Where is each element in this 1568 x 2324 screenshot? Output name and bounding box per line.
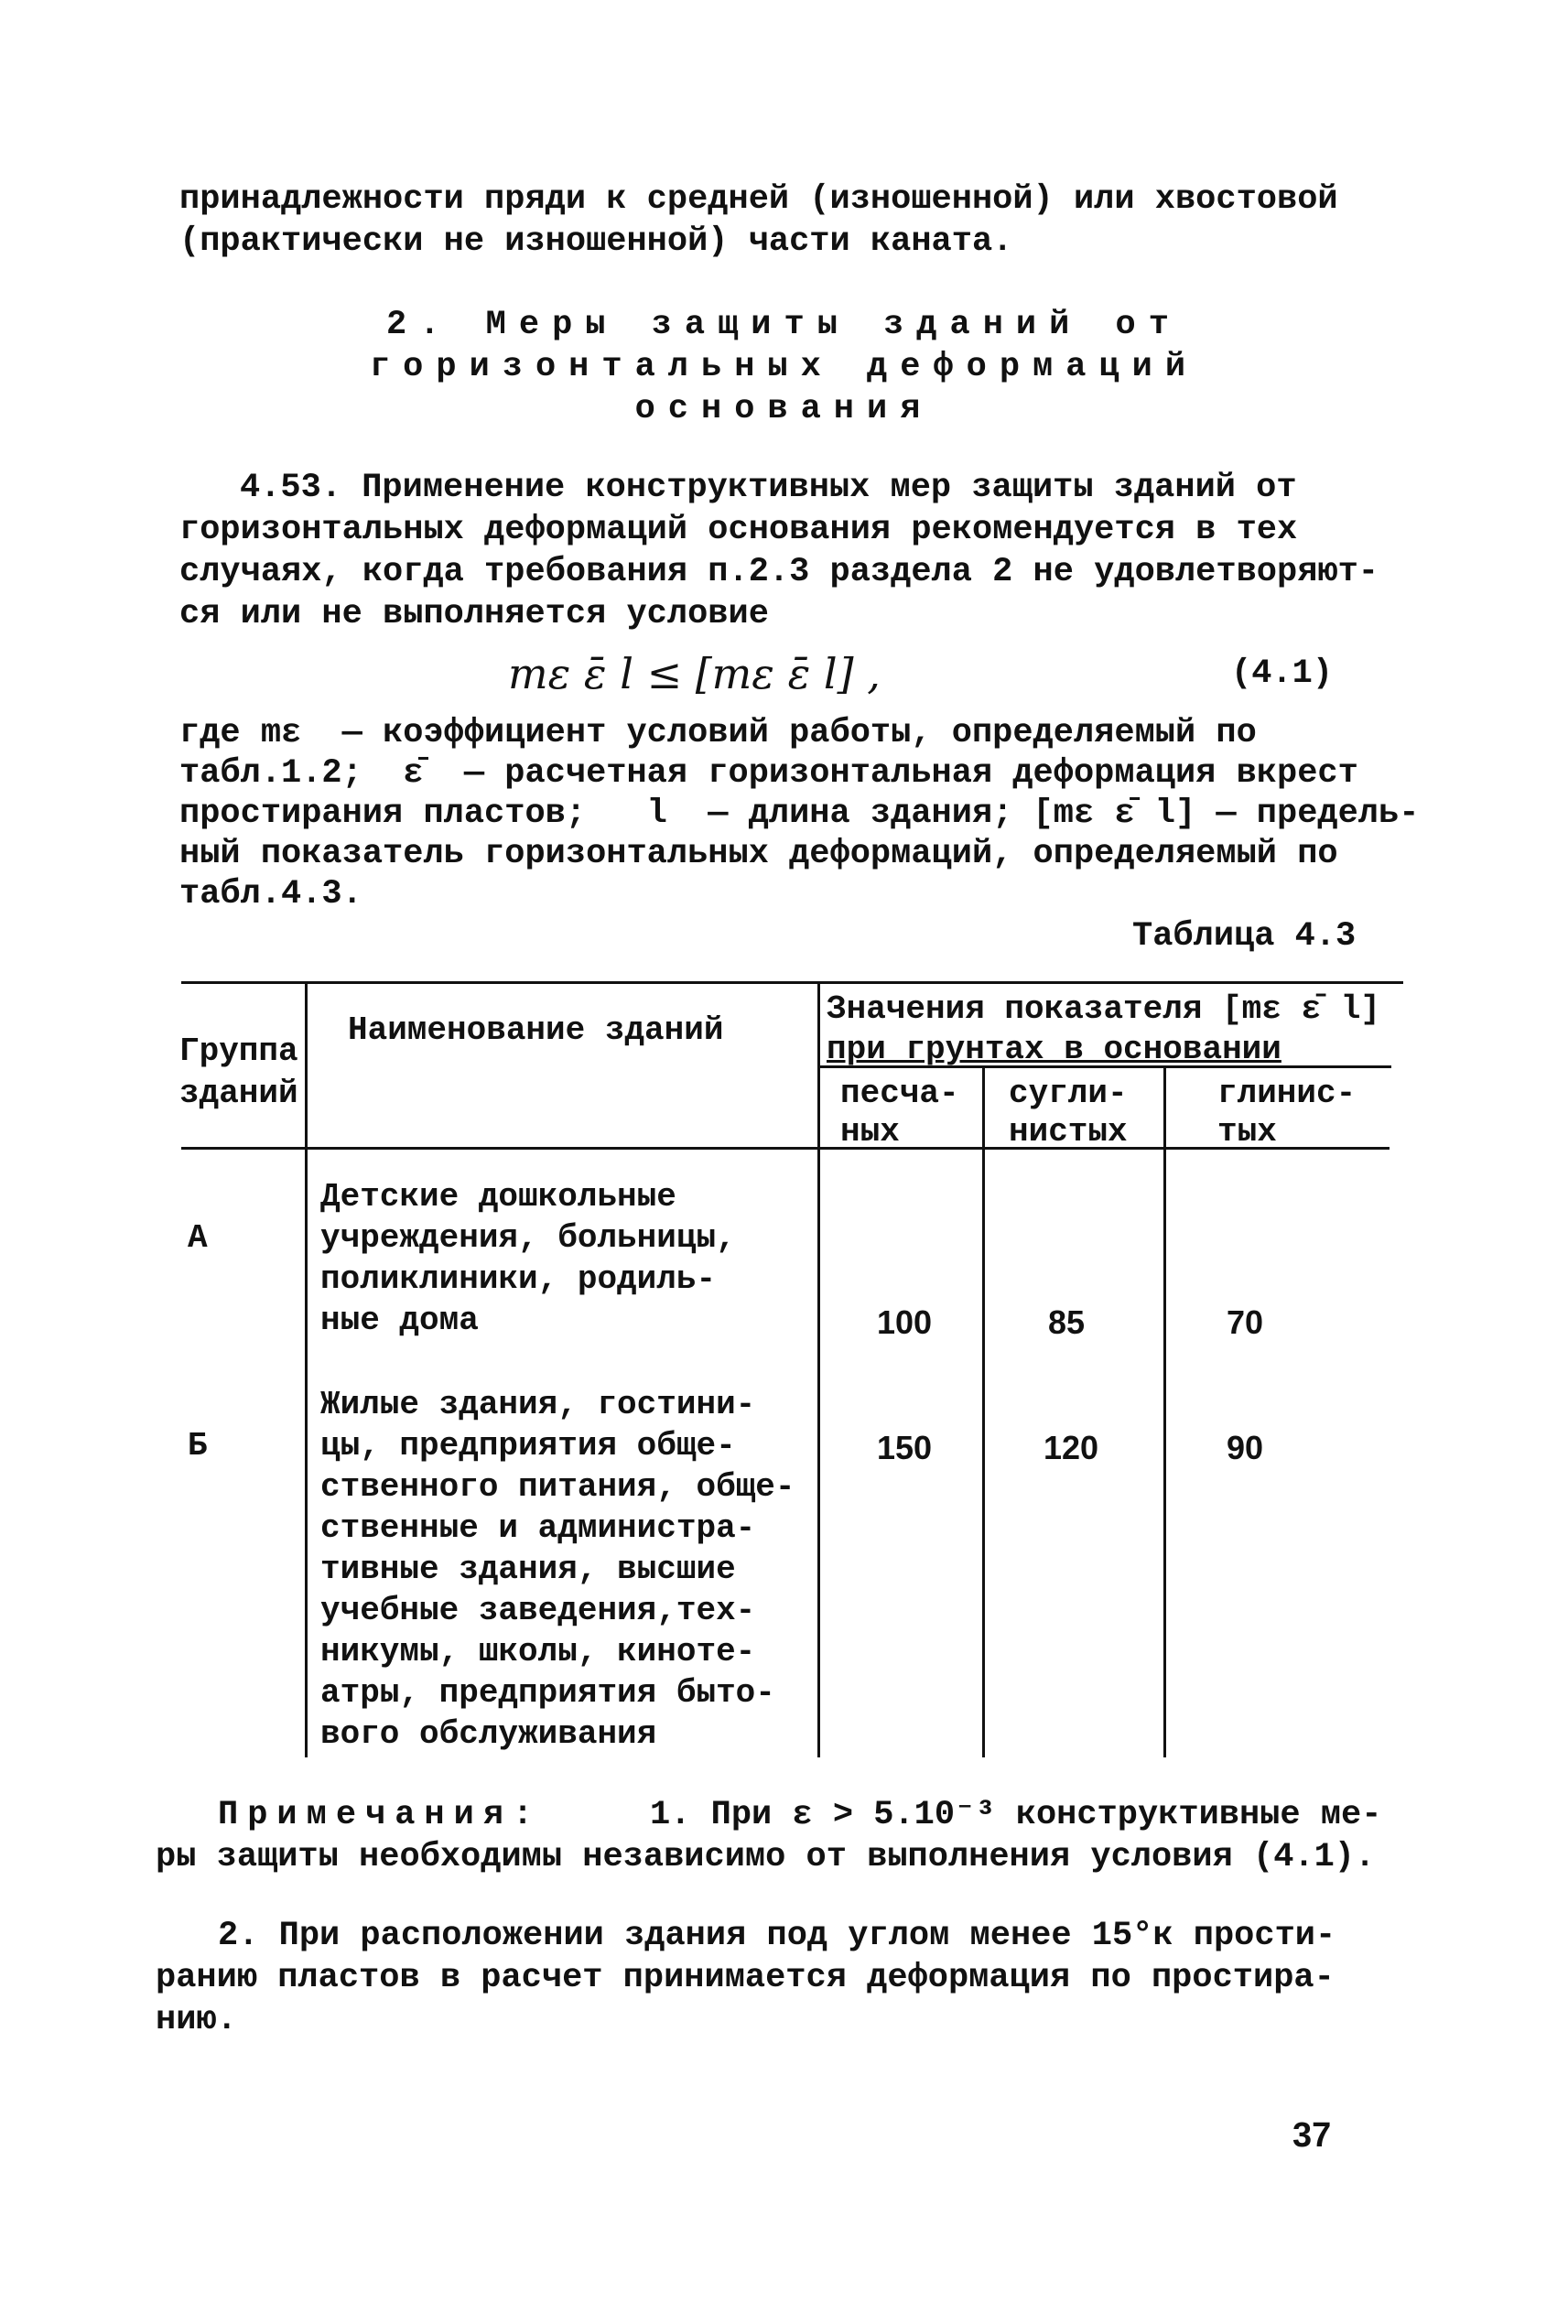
where-line-1: где mε — коэффициент условий работы, определяемый по (179, 714, 1257, 752)
table-header-bottom-rule (181, 1147, 1390, 1150)
header-group-line-2: зданий (179, 1075, 298, 1112)
row-b-sand: 150 (877, 1429, 933, 1466)
row-b-clay: 90 (1227, 1429, 1264, 1466)
header-name: Наименование зданий (348, 1011, 724, 1049)
row-a-name-line-2: учреждения, больницы, (320, 1219, 736, 1257)
row-a-name-line-3: поликлиники, родиль- (320, 1260, 717, 1298)
table-divider-1 (305, 983, 308, 1757)
where-line-2: табл.1.2; ε̄ — расчетная горизонтальная деформация вкрест (179, 754, 1358, 793)
intro-line-1: принадлежности пряди к средней (изношенной) или хвостовой (179, 180, 1338, 219)
table-divider-2 (817, 983, 820, 1757)
note-2-line-1: 2. При расположении здания под углом менее 15°к прости- (218, 1917, 1336, 1955)
row-b-name-line-7: никумы, школы, кинотe- (320, 1633, 756, 1670)
row-a-name-line-1: Детские дошкольные (320, 1178, 676, 1216)
sub-header-clay-line-2: тых (1217, 1113, 1277, 1151)
where-line-5: табл.4.3. (179, 875, 362, 913)
row-b-name-line-3: ственного питания, обще- (320, 1468, 795, 1506)
header-group-line-1: Группа (179, 1032, 298, 1070)
sub-header-clay-line-1: глинис- (1217, 1075, 1357, 1112)
where-line-3: простирания пластов; l — длина здания; [mε ε̄ l] — предель- (179, 794, 1420, 833)
sub-header-loam-line-1: сугли- (1009, 1075, 1128, 1112)
table-top-rule (181, 981, 1403, 984)
clause-line-1: 4.53. Применение конструктивных мер защиты зданий от (240, 469, 1297, 507)
sub-header-sand-line-2: ных (840, 1113, 900, 1151)
where-line-4: ный показатель горизонтальных деформаций, определяемый по (179, 835, 1338, 873)
row-b-name-line-1: Жилые здания, гостини- (320, 1386, 756, 1423)
section-title-line-2: горизонтальных деформаций (369, 348, 1199, 386)
row-b-name-line-6: учебные заведения,тех- (320, 1592, 756, 1629)
row-a-sand: 100 (877, 1303, 933, 1341)
note-1-line-1: 1. При ε > 5.10⁻³ конструктивные ме- (650, 1796, 1382, 1834)
sub-header-loam-line-2: нистых (1009, 1113, 1128, 1151)
row-b-name-line-9: вого обслуживания (320, 1715, 657, 1753)
row-a-name-line-4: ные дома (320, 1302, 479, 1339)
row-b-name-line-8: атры, предприятия быто- (320, 1674, 775, 1712)
row-a-group: А (188, 1219, 208, 1257)
table-divider-3 (982, 1067, 985, 1757)
header-values-line-1: Значения показателя [mε ε̄ l] (827, 990, 1380, 1028)
sub-header-sand-line-1: песча- (840, 1075, 959, 1112)
row-a-loam: 85 (1048, 1303, 1086, 1341)
note-2-line-2: ранию пластов в расчет принимается деформация по простира- (156, 1959, 1335, 1997)
formula-number: (4.1) (1231, 654, 1334, 693)
note-2-line-3: нию. (156, 2001, 237, 2039)
table-caption: Таблица 4.3 (1132, 917, 1357, 956)
clause-line-2: горизонтальных деформаций основания рекомендуется в тех (179, 511, 1298, 549)
clause-line-3: случаях, когда требования п.2.3 раздела 2 не удовлетворяют- (179, 553, 1379, 591)
row-b-name-line-5: тивные здания, высшие (320, 1551, 736, 1588)
formula-expression: mε ε̄ l ≤ [mε ε̄ l] , (508, 649, 881, 698)
section-title-line-3: основания (634, 390, 934, 428)
row-b-name-line-2: цы, предприятия обще- (320, 1427, 736, 1465)
intro-line-2: (практически не изношенной) части каната. (179, 222, 1013, 261)
note-1-line-2: ры защиты необходимы независимо от выполнения условия (4.1). (156, 1838, 1376, 1876)
clause-line-4: ся или не выполняется условие (179, 595, 769, 633)
row-a-clay: 70 (1227, 1303, 1264, 1341)
row-b-group: Б (188, 1427, 208, 1465)
table-divider-4 (1163, 1067, 1166, 1757)
header-values-line-2: при грунтах в основании (827, 1031, 1281, 1068)
page-number: 37 (1292, 2116, 1332, 2155)
row-b-name-line-4: ственные и администра- (320, 1509, 756, 1547)
row-b-loam: 120 (1044, 1429, 1099, 1466)
notes-label: Примечания: (218, 1796, 543, 1834)
section-title-line-1: 2. Меры защиты зданий от (386, 306, 1182, 344)
